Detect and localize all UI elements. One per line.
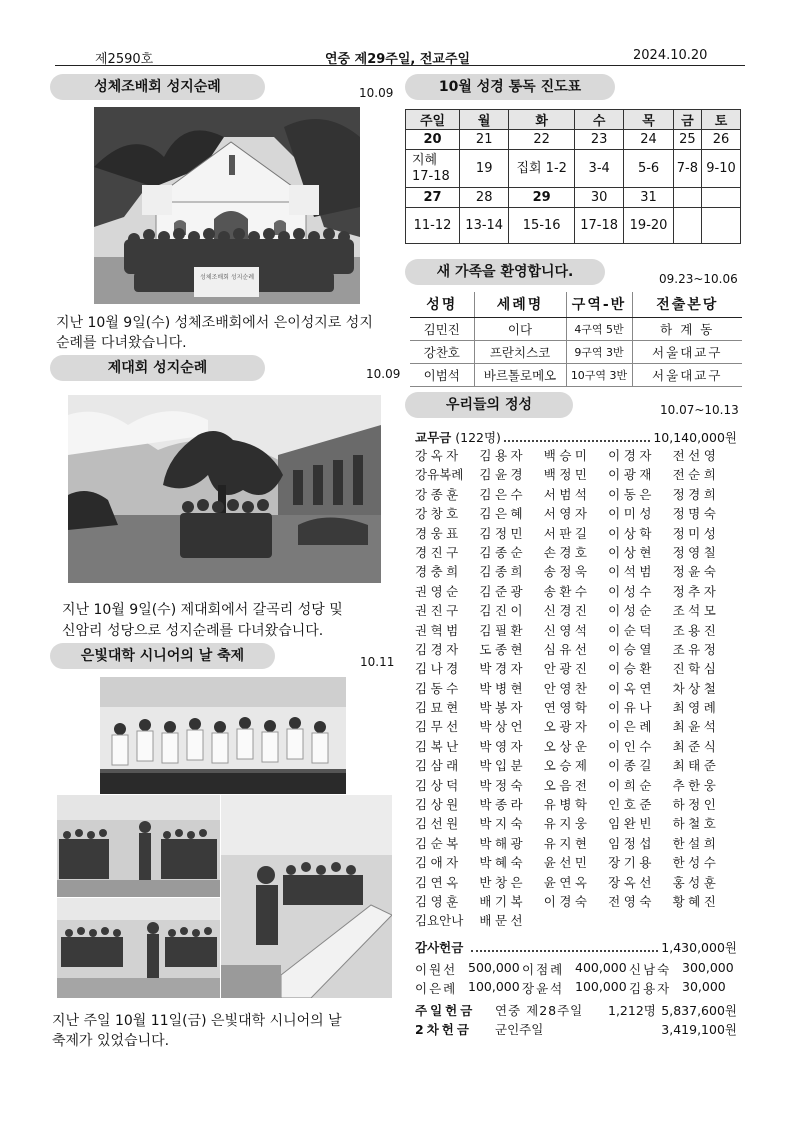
donor-name: 인호준: [608, 797, 655, 813]
date-cell: 20: [406, 130, 460, 150]
section-heading-offerings: 우리들의 정성: [405, 392, 573, 418]
donor-name: 장기용: [608, 855, 655, 871]
donor-name: 박입분: [479, 758, 527, 774]
donor-name: 윤선민: [543, 855, 591, 871]
donor-name: 배기복: [479, 893, 527, 909]
donor-name: 김경자: [415, 641, 462, 657]
family-col-header: 전출본당: [632, 292, 742, 317]
donor-name: 박상언: [479, 719, 527, 735]
leader-dots: [471, 944, 658, 952]
donor-name: 정추자: [672, 583, 720, 599]
donor-name: 이종길: [608, 758, 655, 774]
date-cell: 21: [460, 130, 509, 150]
leader-dots: [504, 434, 650, 442]
donor-name: 송환수: [543, 583, 591, 599]
family-cell: 바르톨로메오: [474, 363, 566, 386]
section-heading-bible-schedule: 10월 성경 통독 진도표: [405, 74, 615, 100]
second-amount: 3,419,100원: [661, 1022, 737, 1037]
date-cell: 25: [673, 130, 701, 150]
section-date-offerings: 10.07~10.13: [660, 403, 739, 417]
thanks-donor-amount: 500,000: [468, 960, 520, 975]
donor-name: 유병학: [543, 797, 591, 813]
donor-name-row: [415, 640, 737, 659]
day-header: 토: [702, 110, 741, 130]
family-cell: 강찬호: [410, 340, 474, 363]
donor-name: 정미성: [672, 525, 720, 541]
issue-number: 제2590호: [95, 52, 154, 67]
donor-name: [544, 911, 608, 930]
thanks-label: 감사헌금: [415, 940, 464, 955]
day-header: 월: [460, 110, 509, 130]
donor-name-row: [415, 737, 737, 756]
family-cell: 이범석: [410, 363, 474, 386]
donor-name-row: [415, 698, 737, 717]
donor-name: 차상철: [672, 680, 720, 696]
donor-name-row: [415, 582, 737, 601]
donor-name: 정윤숙: [672, 564, 720, 580]
donor-name: 김복난: [415, 738, 462, 754]
schedule-date-row: [406, 188, 741, 208]
donor-name: 이경숙: [543, 893, 591, 909]
donor-name: 오음전: [543, 777, 591, 793]
donor-name: 오승제: [543, 758, 591, 774]
donor-name: 이상현: [608, 544, 655, 560]
date-cell: 29: [509, 188, 575, 208]
thanks-donor-amount: 400,000: [575, 960, 627, 975]
donor-name: 안영찬: [543, 680, 591, 696]
donor-name: 이성순: [608, 603, 655, 619]
donor-name: 배문선: [479, 913, 527, 929]
adoration-pilgrimage-photo: [94, 107, 360, 304]
sunday-label: 주일헌금: [415, 1003, 476, 1018]
second-label: 2차헌금: [415, 1022, 472, 1037]
altar-guild-pilgrimage-photo: [68, 395, 381, 583]
donor-name: 김선원: [415, 816, 462, 832]
donor-name: 박혜숙: [479, 855, 527, 871]
family-cell: 하 계 동: [632, 317, 742, 340]
donor-name: 이승열: [608, 641, 655, 657]
bulletin-date: 2024.10.20: [633, 48, 708, 63]
silver-college-table-photo: [221, 795, 392, 998]
donor-name: 권혁범: [415, 622, 462, 638]
donor-name: 추한웅: [672, 777, 720, 793]
thanks-donor-name: 이점례: [522, 962, 565, 977]
donor-name: 김준광: [479, 583, 527, 599]
day-header: 화: [509, 110, 575, 130]
thanks-donor-amount: 300,000: [682, 960, 734, 975]
donor-name-row: [415, 853, 737, 872]
family-cell: 4구역 5반: [566, 317, 632, 340]
donor-name: 하정인: [672, 797, 720, 813]
donor-name: 김용자: [479, 448, 527, 463]
donor-name: 이상학: [608, 525, 655, 541]
donor-name-row: [415, 504, 737, 523]
donor-name: 홍성훈: [672, 874, 720, 890]
day-header: 목: [624, 110, 673, 130]
date-cell: [673, 188, 701, 208]
reading-cell: 9-10: [702, 150, 741, 188]
family-cell: 10구역 3반: [566, 363, 632, 386]
date-cell: 28: [460, 188, 509, 208]
donor-name: 서영자: [543, 506, 591, 522]
date-cell: 22: [509, 130, 575, 150]
family-col-header: 구역-반: [566, 292, 632, 317]
donor-name: 박해광: [479, 835, 527, 851]
donor-name: 최준식: [672, 738, 720, 754]
thanks-donor-name: 신남숙: [629, 962, 672, 977]
donor-name: 백정민: [543, 467, 591, 483]
donor-name: 이순덕: [608, 622, 655, 638]
donor-name-row: [415, 543, 737, 562]
donor-name: 박병현: [479, 680, 527, 696]
thanks-line: [415, 938, 737, 956]
donor-name: 장옥선: [608, 874, 655, 890]
donor-name: 임정섭: [608, 835, 655, 851]
section-heading-altar-guild: 제대회 성지순례: [50, 355, 265, 381]
donor-name-row: [415, 562, 737, 581]
silver-college-caption-line2: 축제가 있었습니다.: [52, 1033, 170, 1049]
date-cell: [702, 188, 741, 208]
donor-name: 신영석: [543, 622, 591, 638]
donor-name: 박정숙: [479, 777, 527, 793]
donor-name: 박경자: [479, 661, 527, 677]
donor-name: 이경자: [608, 448, 655, 463]
donor-name: 강종훈: [415, 486, 462, 502]
donor-name: 임완빈: [608, 816, 655, 832]
reading-cell: 집회 1-2: [509, 150, 575, 188]
donor-name-row: [415, 717, 737, 736]
donor-name: 김은수: [479, 486, 527, 502]
family-row: [410, 363, 742, 386]
schedule-header-row: [406, 110, 741, 130]
donor-name: 이은례: [608, 719, 655, 735]
donor-name: 경충희: [415, 564, 462, 580]
donor-name: 서판길: [543, 525, 591, 541]
donor-name: 전선영: [672, 448, 720, 463]
donor-name: 박봉자: [479, 700, 527, 716]
reading-cell: 19: [460, 150, 509, 188]
day-header: 금: [673, 110, 701, 130]
donor-name-row: [415, 524, 737, 543]
donor-name-row: [415, 621, 737, 640]
donor-name-row: [415, 601, 737, 620]
altar-guild-caption-line1: 지난 10월 9일(수) 제대회에서 갈곡리 성당 및: [62, 602, 343, 618]
family-cell: 서울대교구: [632, 340, 742, 363]
donor-names-grid: [415, 446, 737, 931]
donor-name: 연영학: [543, 700, 591, 716]
family-header-row: [410, 292, 742, 317]
donor-name: 김요안나: [415, 913, 464, 929]
donor-name: 최태준: [672, 758, 720, 774]
day-header: 수: [574, 110, 623, 130]
sunday-offering-line: [415, 1001, 737, 1019]
donor-name-row: [415, 679, 737, 698]
reading-cell: [702, 208, 741, 244]
reading-cell: 5-6: [624, 150, 673, 188]
donor-name: 김연옥: [415, 874, 462, 890]
second-desc: 군인주일: [495, 1022, 544, 1037]
reading-cell: [673, 208, 701, 244]
donor-name: 김진이: [479, 603, 527, 619]
thanks-donor-name: 장윤석: [522, 981, 565, 996]
donor-name: 송정욱: [543, 564, 591, 580]
donor-name-row: [415, 756, 737, 775]
date-cell: 30: [574, 188, 623, 208]
donor-name: 이석범: [608, 564, 655, 580]
donor-name-row: [415, 795, 737, 814]
section-date-altar-guild: 10.09: [366, 367, 401, 381]
donor-name: 안광진: [543, 661, 591, 677]
thanks-donor-amount: 30,000: [682, 979, 726, 994]
sunday-desc: 연중 제28주일: [495, 1003, 584, 1018]
donor-name: 김무선: [415, 719, 462, 735]
donor-name: 김삼래: [415, 758, 462, 774]
sunday-amount: 5,837,600원: [661, 1003, 737, 1018]
kyomu-label: 교무금: [415, 430, 452, 445]
donor-name: 윤연옥: [543, 874, 591, 890]
donor-name: 권진구: [415, 603, 462, 619]
silver-college-audience-photo: [57, 795, 220, 897]
donor-name: 김묘현: [415, 700, 462, 716]
silver-college-stage-photo: [100, 677, 346, 794]
donor-name: 김상덕: [415, 777, 462, 793]
donor-name: 김종희: [479, 564, 527, 580]
sunday-count: 1,212명: [608, 1003, 656, 1018]
donor-name: 서범석: [543, 486, 591, 502]
section-heading-new-family: 새 가족을 환영합니다.: [405, 259, 605, 285]
donor-name: 강옥자: [415, 448, 462, 463]
section-heading-adoration: 성체조배회 성지순례: [50, 74, 265, 100]
reading-cell: 3-4: [574, 150, 623, 188]
new-family-table: [410, 292, 742, 387]
donor-name-row: [415, 834, 737, 853]
donor-name: 반창은: [479, 874, 527, 890]
donor-name: 이성수: [608, 583, 655, 599]
thanks-donor-amount: 100,000: [575, 979, 627, 994]
reading-cell: 지혜 17-18: [406, 150, 460, 188]
thanks-donor-name: 김용자: [629, 981, 672, 996]
section-date-new-family: 09.23~10.06: [659, 272, 738, 286]
donor-name: 황혜진: [672, 893, 720, 909]
family-cell: 프란치스코: [474, 340, 566, 363]
kyomu-line: [415, 428, 737, 446]
donor-name: 도종현: [479, 641, 527, 657]
donor-name: 이승환: [608, 661, 655, 677]
donor-name: 정영칠: [672, 544, 720, 560]
donor-name: 오광자: [543, 719, 591, 735]
donor-name: 정명숙: [672, 506, 720, 522]
adoration-caption-line2: 순례를 다녀왔습니다.: [56, 335, 187, 351]
schedule-reading-row: [406, 208, 741, 244]
reading-cell: 7-8: [673, 150, 701, 188]
donor-name: 오상운: [543, 738, 591, 754]
kyomu-count: (122명): [455, 430, 501, 445]
donor-name: [673, 911, 737, 930]
donor-name: 유지현: [543, 835, 591, 851]
donor-name: 경웅표: [415, 525, 462, 541]
donor-name: 유지웅: [543, 816, 591, 832]
silver-college-caption-line1: 지난 주일 10월 11일(금) 은빛대학 시니어의 날: [52, 1013, 342, 1029]
donor-name: [608, 911, 672, 930]
silver-college-speaker-photo: [57, 898, 220, 998]
donor-name: 손경호: [543, 544, 591, 560]
donor-name-row: [415, 776, 737, 795]
donor-name: 진학심: [672, 661, 720, 677]
donor-name: 이희순: [608, 777, 655, 793]
thanks-donor-name: 이원선: [415, 962, 458, 977]
donor-name: 경진구: [415, 544, 462, 560]
date-cell: 23: [574, 130, 623, 150]
donor-name: 김상원: [415, 797, 462, 813]
donor-name: 조석모: [672, 603, 720, 619]
donor-name: 이유나: [608, 700, 655, 716]
donor-name: 조유정: [672, 641, 720, 657]
reading-cell: 17-18: [574, 208, 623, 244]
kyomu-amount: 10,140,000원: [653, 430, 737, 445]
bible-reading-schedule-table: [405, 109, 741, 244]
donor-name: 권영순: [415, 583, 462, 599]
family-col-header: 세례명: [474, 292, 566, 317]
donor-name: 강유복례: [415, 467, 464, 483]
donor-name: 이옥연: [608, 680, 655, 696]
donor-name: 김순복: [415, 835, 462, 851]
day-header: 주일: [406, 110, 460, 130]
donor-name: 전영숙: [608, 893, 655, 909]
donor-name-row: [415, 446, 737, 465]
donor-name: 김종순: [479, 544, 527, 560]
header-divider: [55, 65, 745, 66]
family-row: [410, 317, 742, 340]
thanks-donor-name: 이은례: [415, 981, 458, 996]
thanks-amount: 1,430,000원: [661, 940, 737, 955]
donor-name: 한성수: [672, 855, 720, 871]
donor-name: 조용진: [672, 622, 720, 638]
donor-name: 정경희: [672, 486, 720, 502]
section-date-silver-college: 10.11: [360, 655, 395, 669]
donor-name: 김동수: [415, 680, 462, 696]
donor-name: 백승미: [543, 448, 591, 463]
donor-name: 최영례: [672, 700, 720, 716]
date-cell: 24: [624, 130, 673, 150]
date-cell: 26: [702, 130, 741, 150]
adoration-caption-line1: 지난 10월 9일(수) 성체조배회에서 은이성지로 성지: [56, 315, 373, 331]
reading-cell: 11-12: [406, 208, 460, 244]
donor-name: 김정민: [479, 525, 527, 541]
family-cell: 이다: [474, 317, 566, 340]
donor-name: 이인수: [608, 738, 655, 754]
donor-name: 박영자: [479, 738, 527, 754]
donor-name-row: [415, 911, 737, 930]
donor-name: 박지숙: [479, 816, 527, 832]
donor-name-row: [415, 814, 737, 833]
donor-name-row: [415, 485, 737, 504]
donor-name: 한설희: [672, 835, 720, 851]
date-cell: 27: [406, 188, 460, 208]
family-row: [410, 340, 742, 363]
reading-cell: 15-16: [509, 208, 575, 244]
donor-name: 김은혜: [479, 506, 527, 522]
reading-cell: 19-20: [624, 208, 673, 244]
family-col-header: 성명: [410, 292, 474, 317]
section-date-adoration: 10.09: [359, 86, 394, 100]
section-heading-silver-college: 은빛대학 시니어의 날 축제: [50, 643, 275, 669]
donor-name: 이동은: [608, 486, 655, 502]
donor-name: 이미성: [608, 506, 655, 522]
donor-name: 김나경: [415, 661, 462, 677]
date-cell: 31: [624, 188, 673, 208]
family-cell: 9구역 3반: [566, 340, 632, 363]
donor-name: 강창호: [415, 506, 462, 522]
donor-name: 신경진: [543, 603, 591, 619]
donor-name: 전순희: [672, 467, 720, 483]
donor-name: 최윤석: [672, 719, 720, 735]
donor-name-row: [415, 465, 737, 484]
family-cell: 김민진: [410, 317, 474, 340]
bulletin-title: 연중 제29주일, 전교주일: [325, 52, 471, 67]
donor-name: 박종라: [479, 797, 527, 813]
second-offering-line: [415, 1020, 737, 1038]
donor-name-row: [415, 873, 737, 892]
donor-name-row: [415, 892, 737, 911]
schedule-reading-row: [406, 150, 741, 188]
adoration-banner-text: 성체조배회 성지순례: [199, 274, 255, 281]
schedule-date-row: [406, 130, 741, 150]
donor-name: 김영훈: [415, 893, 462, 909]
donor-name: 김애자: [415, 855, 462, 871]
altar-guild-caption-line2: 신암리 성당으로 성지순례를 다녀왔습니다.: [62, 623, 324, 639]
family-cell: 서울대교구: [632, 363, 742, 386]
thanks-donor-amount: 100,000: [468, 979, 520, 994]
donor-name: 김윤경: [479, 467, 527, 483]
donor-name: 심유선: [543, 641, 591, 657]
donor-name: 이광재: [608, 467, 655, 483]
reading-cell: 13-14: [460, 208, 509, 244]
donor-name: 하철호: [672, 816, 720, 832]
donor-name: 김필환: [479, 622, 527, 638]
donor-name-row: [415, 659, 737, 678]
